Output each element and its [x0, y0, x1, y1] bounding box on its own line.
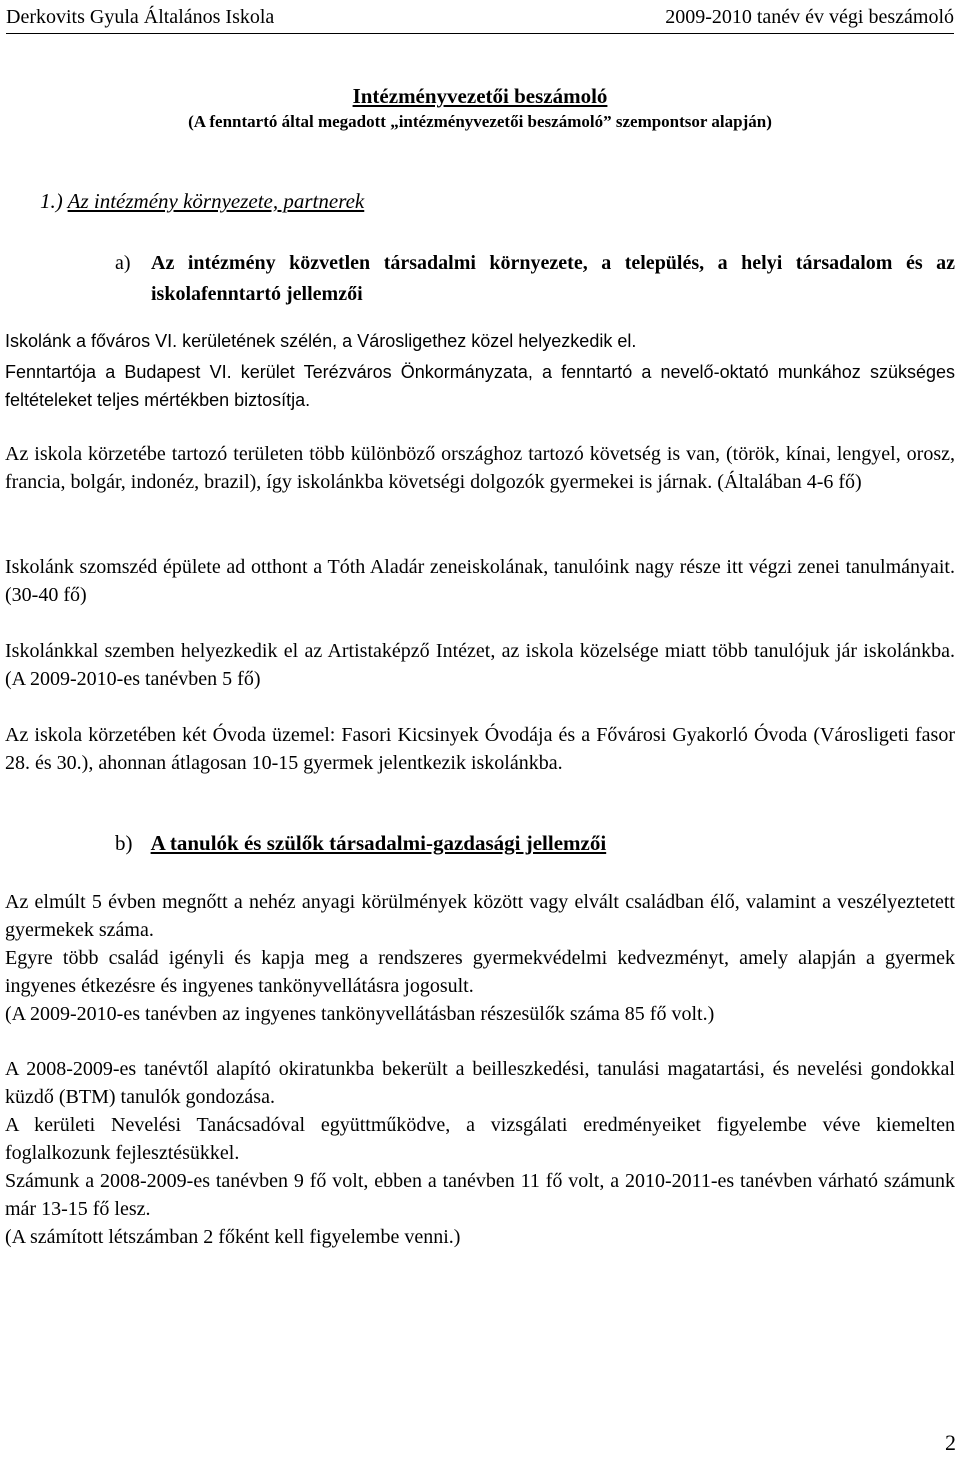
paragraph-location: Iskolánk a főváros VI. kerületének szélén, a Városligethez közel helyezkedik el. [5, 331, 637, 351]
paragraph-music-school: Iskolánk szomszéd épülete ad otthont a Tóth Aladár zeneiskolának, tanulóink nagy része itt végzi zenei tanulmányait. (30-40 fő) [5, 556, 955, 606]
paragraph-free-textbooks: (A 2009-2010-es tanévben az ingyenes tankönyvellátásban részesülők száma 85 fő volt.) [5, 1003, 715, 1025]
title-block [0, 84, 960, 135]
section-number: 1.) [40, 189, 63, 213]
paragraph-artist-institute: Iskolánkkal szemben helyezkedik el az Artistaképző Intézet, az iskola közelsége miatt több tanulójuk jár iskolánkba. (A 2009-2010-es tanévben 5 fő) [5, 640, 955, 690]
subsection-b-title: A tanulók és szülők társadalmi-gazdasági jellemzői [150, 831, 607, 855]
paragraph-kindergartens: Az iskola körzetében két Óvoda üzemel: Fasori Kicsinyek Óvodája és a Fővárosi Gyakorló Óvoda (Városligeti fasor 28. és 30.), ahonnan átlagosan 10-15 gyermek jelentkezik iskolánkba. [5, 724, 955, 774]
paragraph-fenntarto: Fenntartója a Budapest VI. kerület Terézváros Önkormányzata, a fenntartó a nevelő-oktató munkához szükséges feltételeket teljes mértékben biztosítja. [5, 362, 955, 410]
header-report-title: 2009-2010 tanév év végi beszámoló [665, 6, 954, 28]
subsection-b-heading [115, 831, 606, 856]
paragraph-counseling: A kerületi Nevelési Tanácsadóval együttműködve, a vizsgálati eredményeiket figyelembe véve kiemelten foglalkozunk fejlesztésükkel. [5, 1114, 955, 1164]
section-label: Az intézmény környezete, partnerek [67, 189, 365, 213]
paragraph-student-numbers: Számunk a 2008-2009-es tanévben 9 fő volt, ebben a tanévben 11 fő volt, a 2010-2011-es tanévben várható számunk már 13-15 fő lesz. [5, 1170, 955, 1220]
subsection-a-title: Az intézmény közvetlen társadalmi környezete, a település, a helyi társadalom és az iskolafenntartó jellemzői [151, 252, 955, 305]
subsection-a-heading [115, 248, 955, 310]
document-title: Intézményvezetői beszámoló [352, 84, 608, 108]
paragraph-child-protection: Egyre több család igényli és kapja meg a rendszeres gyermekvédelmi kedvezményt, amely alapján a gyermek ingyenes étkezésre és ingyenes tankönyvellátásra jogosult. [5, 947, 955, 997]
paragraph-embassies: Az iskola körzetébe tartozó területen több különböző országhoz tartozó követség is van, (török, kínai, lengyel, orosz, francia, bolgár, indonéz, brazil), így iskolánkba követségi dolgozók gyermekei is járnak. (Általában 4-6 fő) [5, 443, 955, 493]
paragraph-difficult-circumstances: Az elmúlt 5 évben megnőtt a nehéz anyagi körülmények között vagy elvált családban élő, valamint a veszélyeztetett gyermekek száma. [5, 891, 955, 941]
document-subtitle: (A fenntartó által megadott „intézményvezetői beszámoló” szempontsor alapján) [188, 112, 772, 131]
paragraph-btm-students: A 2008-2009-es tanévtől alapító okiratunkba bekerült a beilleszkedési, tanulási magatartási, és nevelési gondokkal küzdő (BTM) tanulók gondozása. [5, 1058, 955, 1108]
subsection-b-letter: b) [115, 831, 133, 855]
paragraph-headcount-note: (A számított létszámban 2 főként kell figyelembe venni.) [5, 1226, 461, 1248]
page-header [6, 6, 954, 34]
subsection-a-letter: a) [115, 252, 131, 274]
section-heading-1 [40, 189, 364, 214]
page-number: 2 [945, 1430, 956, 1455]
header-school-name: Derkovits Gyula Általános Iskola [6, 6, 275, 28]
